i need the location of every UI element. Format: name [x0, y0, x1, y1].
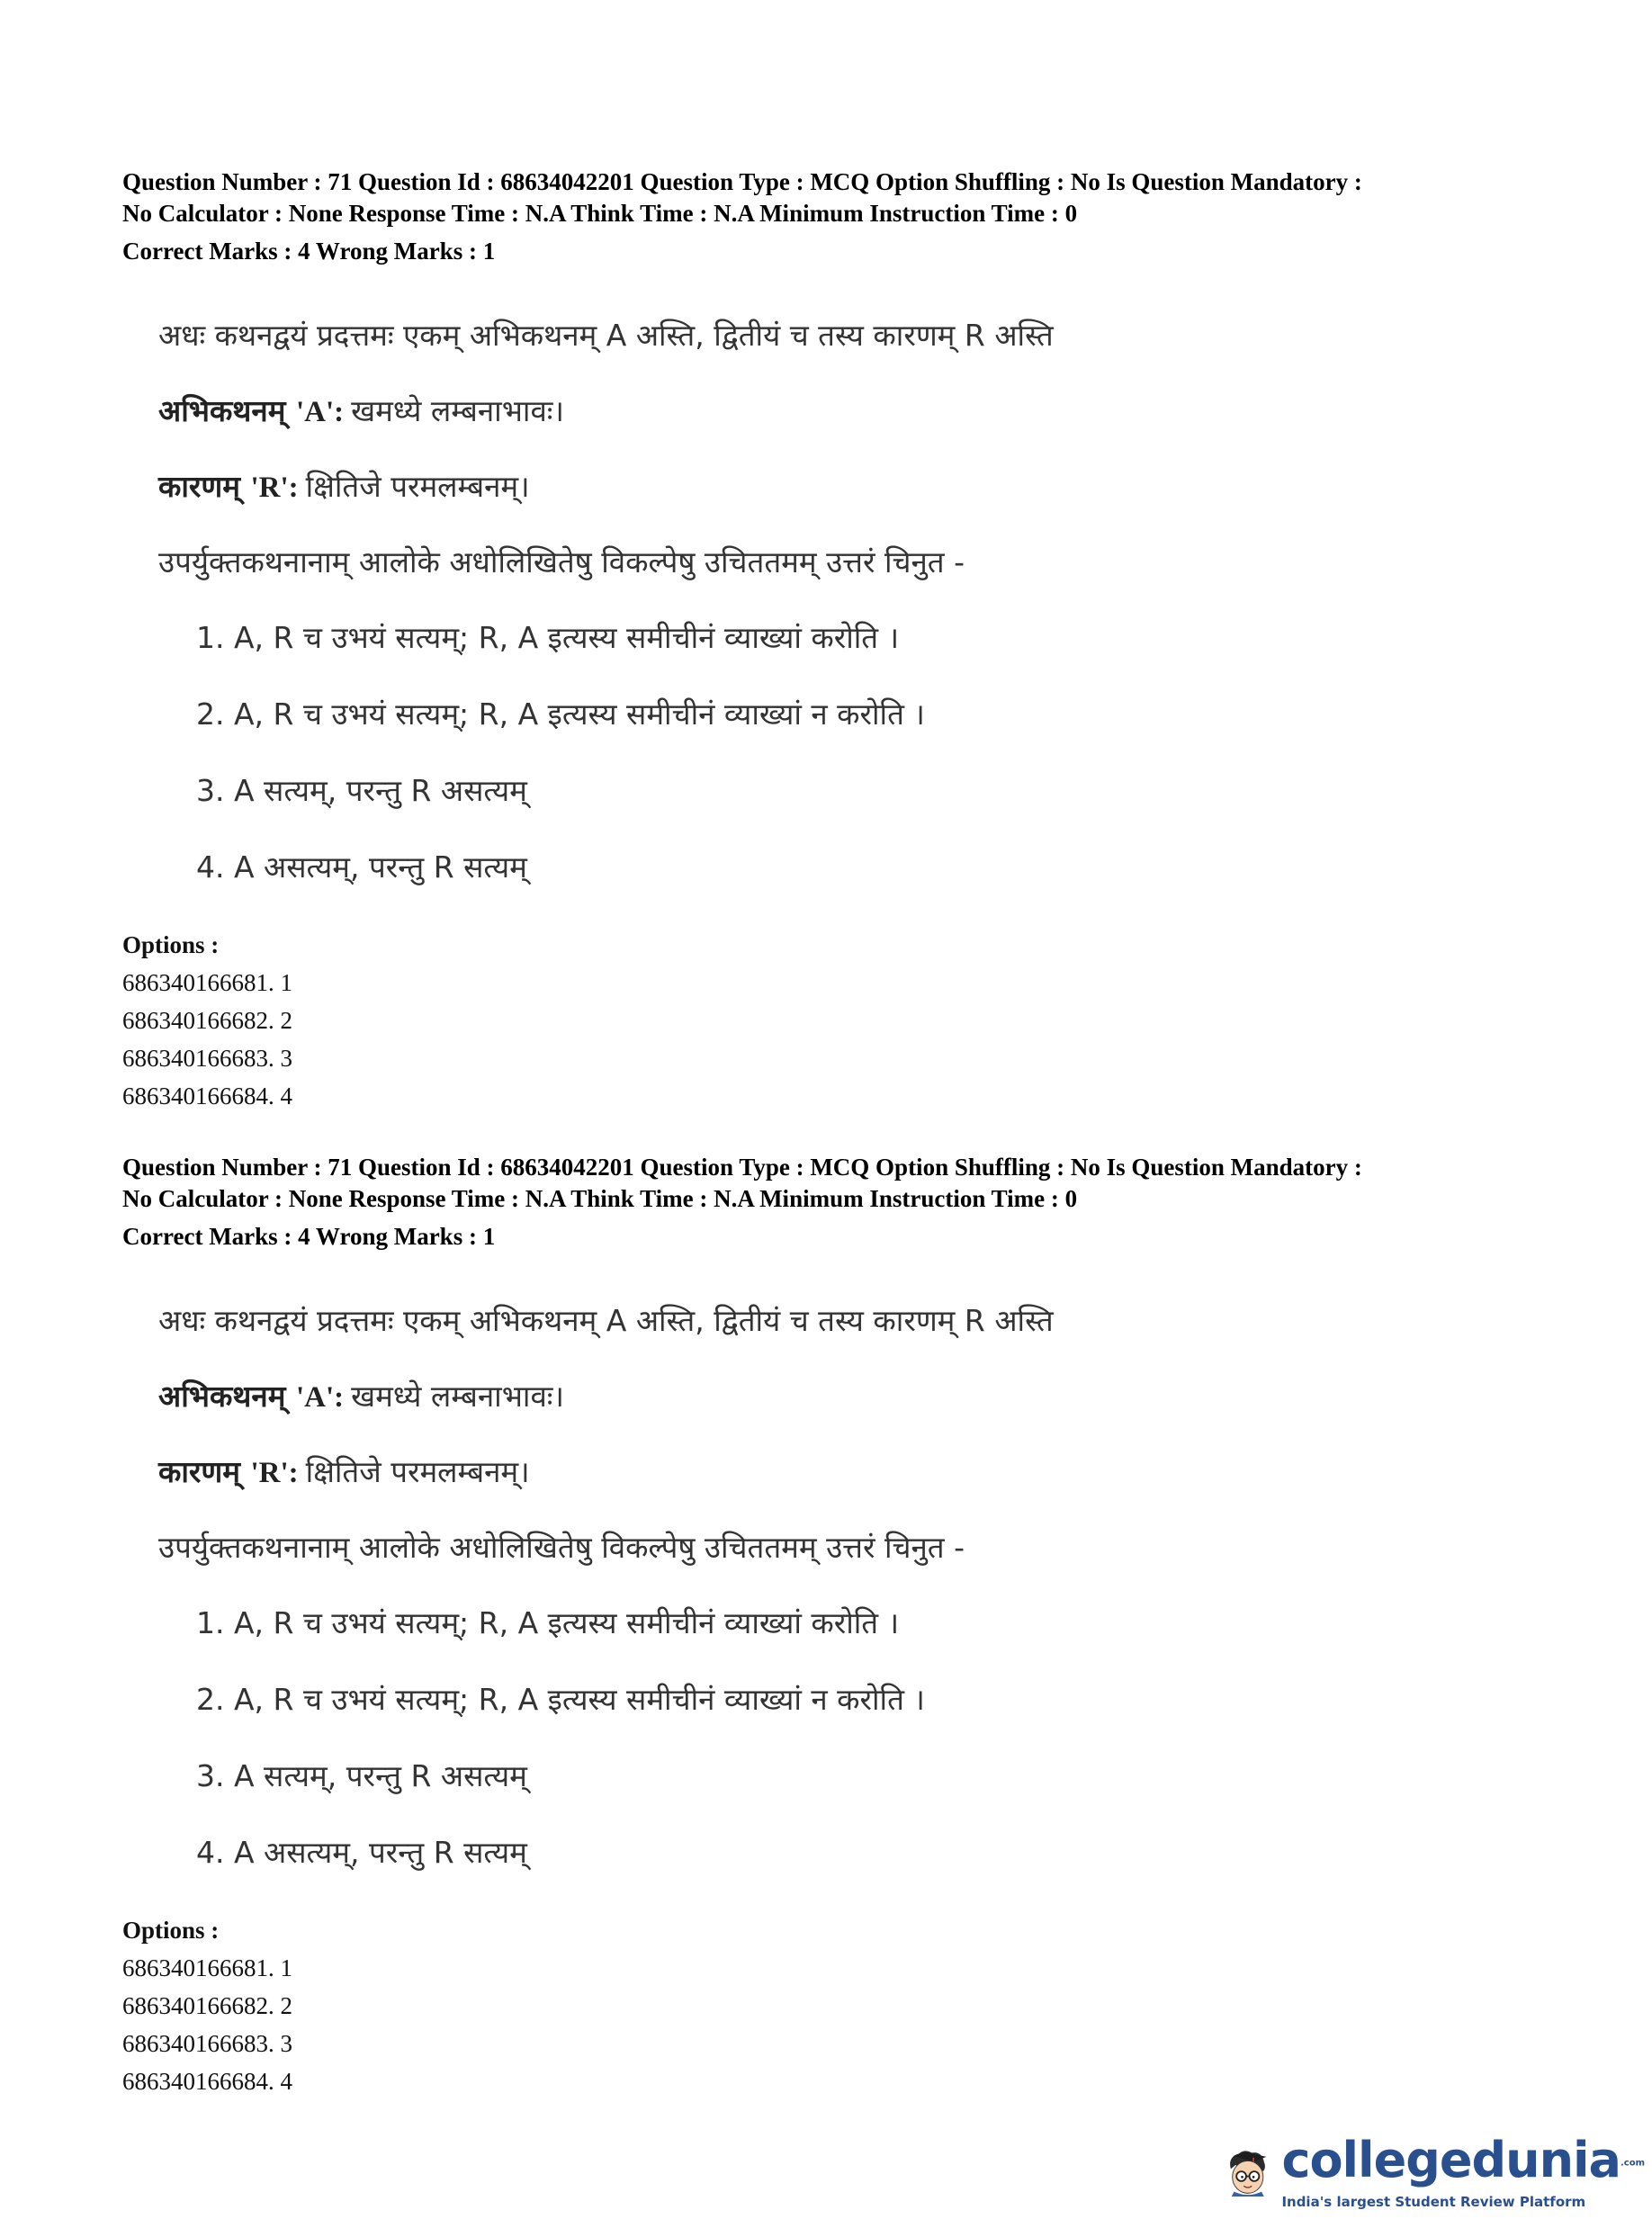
assertion-text: खमध्ये लम्बनाभावः।	[351, 1378, 564, 1414]
question-intro: अधः कथनद्वयं प्रदत्तमः एकम् अभिकथनम् A अस्ति, द्वितीयं च तस्य कारणम् R अस्ति	[158, 1302, 1054, 1338]
choice-item: 4. A असत्यम्, परन्तु R सत्यम्	[196, 849, 527, 885]
choice-item: 4. A असत्यम्, परन्तु R सत्यम्	[196, 1835, 527, 1870]
option-row: 686340166684. 4	[122, 1083, 292, 1110]
assertion-text: खमध्ये लम्बनाभावः।	[351, 392, 564, 428]
options-list	[122, 926, 1562, 1115]
meta-line-2: No Calculator : None Response Time : N.A Think Time : N.A Minimum Instruction Time : 0	[122, 200, 1078, 227]
meta-line-1: Question Number : 71 Question Id : 68634042201 Question Type : MCQ Option Shuffling : No Is Question Mandatory :	[122, 168, 1362, 195]
logo-tagline: India's largest Student Review Platform	[1281, 2193, 1586, 2210]
mascot-icon	[1222, 2118, 1274, 2226]
option-row: 686340166684. 4	[122, 2068, 292, 2095]
collegedunia-logo[interactable]	[1222, 2118, 1645, 2226]
reason-label: कारणम् 'R':	[158, 1453, 299, 1489]
assertion-line	[158, 372, 1562, 447]
question-intro: अधः कथनद्वयं प्रदत्तमः एकम् अभिकथनम् A अस्ति, द्वितीयं च तस्य कारणम् R अस्ति	[158, 317, 1054, 353]
choice-item: 3. A सत्यम्, परन्तु R असत्यम्	[196, 773, 527, 808]
choice-item: 1. A, R च उभयं सत्यम्; R, A इत्यस्य समीचीनं व्याख्यां करोति ।	[196, 620, 900, 655]
option-row: 686340166682. 2	[122, 1992, 292, 2019]
question-body	[158, 1281, 1562, 1890]
logo-brand: collegedunia.com	[1281, 2132, 1645, 2189]
reason-line	[158, 447, 1562, 523]
choice-item: 3. A सत्यम्, परन्तु R असत्यम्	[196, 1758, 527, 1793]
options-title: Options :	[122, 931, 220, 958]
choice-item: 2. A, R च उभयं सत्यम्; R, A इत्यस्य समीचीनं व्याख्यां न करोति ।	[196, 1682, 925, 1717]
options-list	[122, 1911, 1562, 2100]
question-instruction: उपर्युक्तकथनानाम् आलोके अधोलिखितेषु विकल्पेषु उचिततमम् उत्तरं चिनुत -	[158, 544, 965, 579]
option-row: 686340166681. 1	[122, 1954, 292, 1981]
option-row: 686340166681. 1	[122, 969, 292, 996]
option-row: 686340166683. 3	[122, 1045, 292, 1072]
question-meta	[122, 166, 1562, 267]
question-block-2	[122, 1152, 1562, 2100]
reason-text: क्षितिजे परमलम्बनम्।	[305, 468, 530, 504]
options-title: Options :	[122, 1917, 220, 1944]
option-row: 686340166683. 3	[122, 2030, 292, 2057]
question-block-1	[122, 166, 1562, 1115]
marks-line: Correct Marks : 4 Wrong Marks : 1	[122, 238, 496, 265]
option-row: 686340166682. 2	[122, 1007, 292, 1034]
question-body	[158, 296, 1562, 904]
meta-line-1: Question Number : 71 Question Id : 68634042201 Question Type : MCQ Option Shuffling : No Is Question Mandatory :	[122, 1154, 1362, 1181]
assertion-label: अभिकथनम् 'A':	[158, 392, 345, 428]
reason-label: कारणम् 'R':	[158, 468, 299, 504]
marks-line: Correct Marks : 4 Wrong Marks : 1	[122, 1223, 496, 1250]
reason-line	[158, 1433, 1562, 1508]
choice-item: 1. A, R च उभयं सत्यम्; R, A इत्यस्य समीचीनं व्याख्यां करोति ।	[196, 1605, 900, 1640]
assertion-line	[158, 1357, 1562, 1433]
question-instruction: उपर्युक्तकथनानाम् आलोके अधोलिखितेषु विकल्पेषु उचिततमम् उत्तरं चिनुत -	[158, 1529, 965, 1565]
logo-text	[1281, 2134, 1645, 2209]
assertion-label: अभिकथनम् 'A':	[158, 1378, 345, 1414]
meta-line-2: No Calculator : None Response Time : N.A Think Time : N.A Minimum Instruction Time : 0	[122, 1185, 1078, 1212]
question-meta	[122, 1152, 1562, 1253]
reason-text: क्षितिजे परमलम्बनम्।	[305, 1453, 530, 1489]
choice-item: 2. A, R च उभयं सत्यम्; R, A इत्यस्य समीचीनं व्याख्यां न करोति ।	[196, 696, 925, 732]
